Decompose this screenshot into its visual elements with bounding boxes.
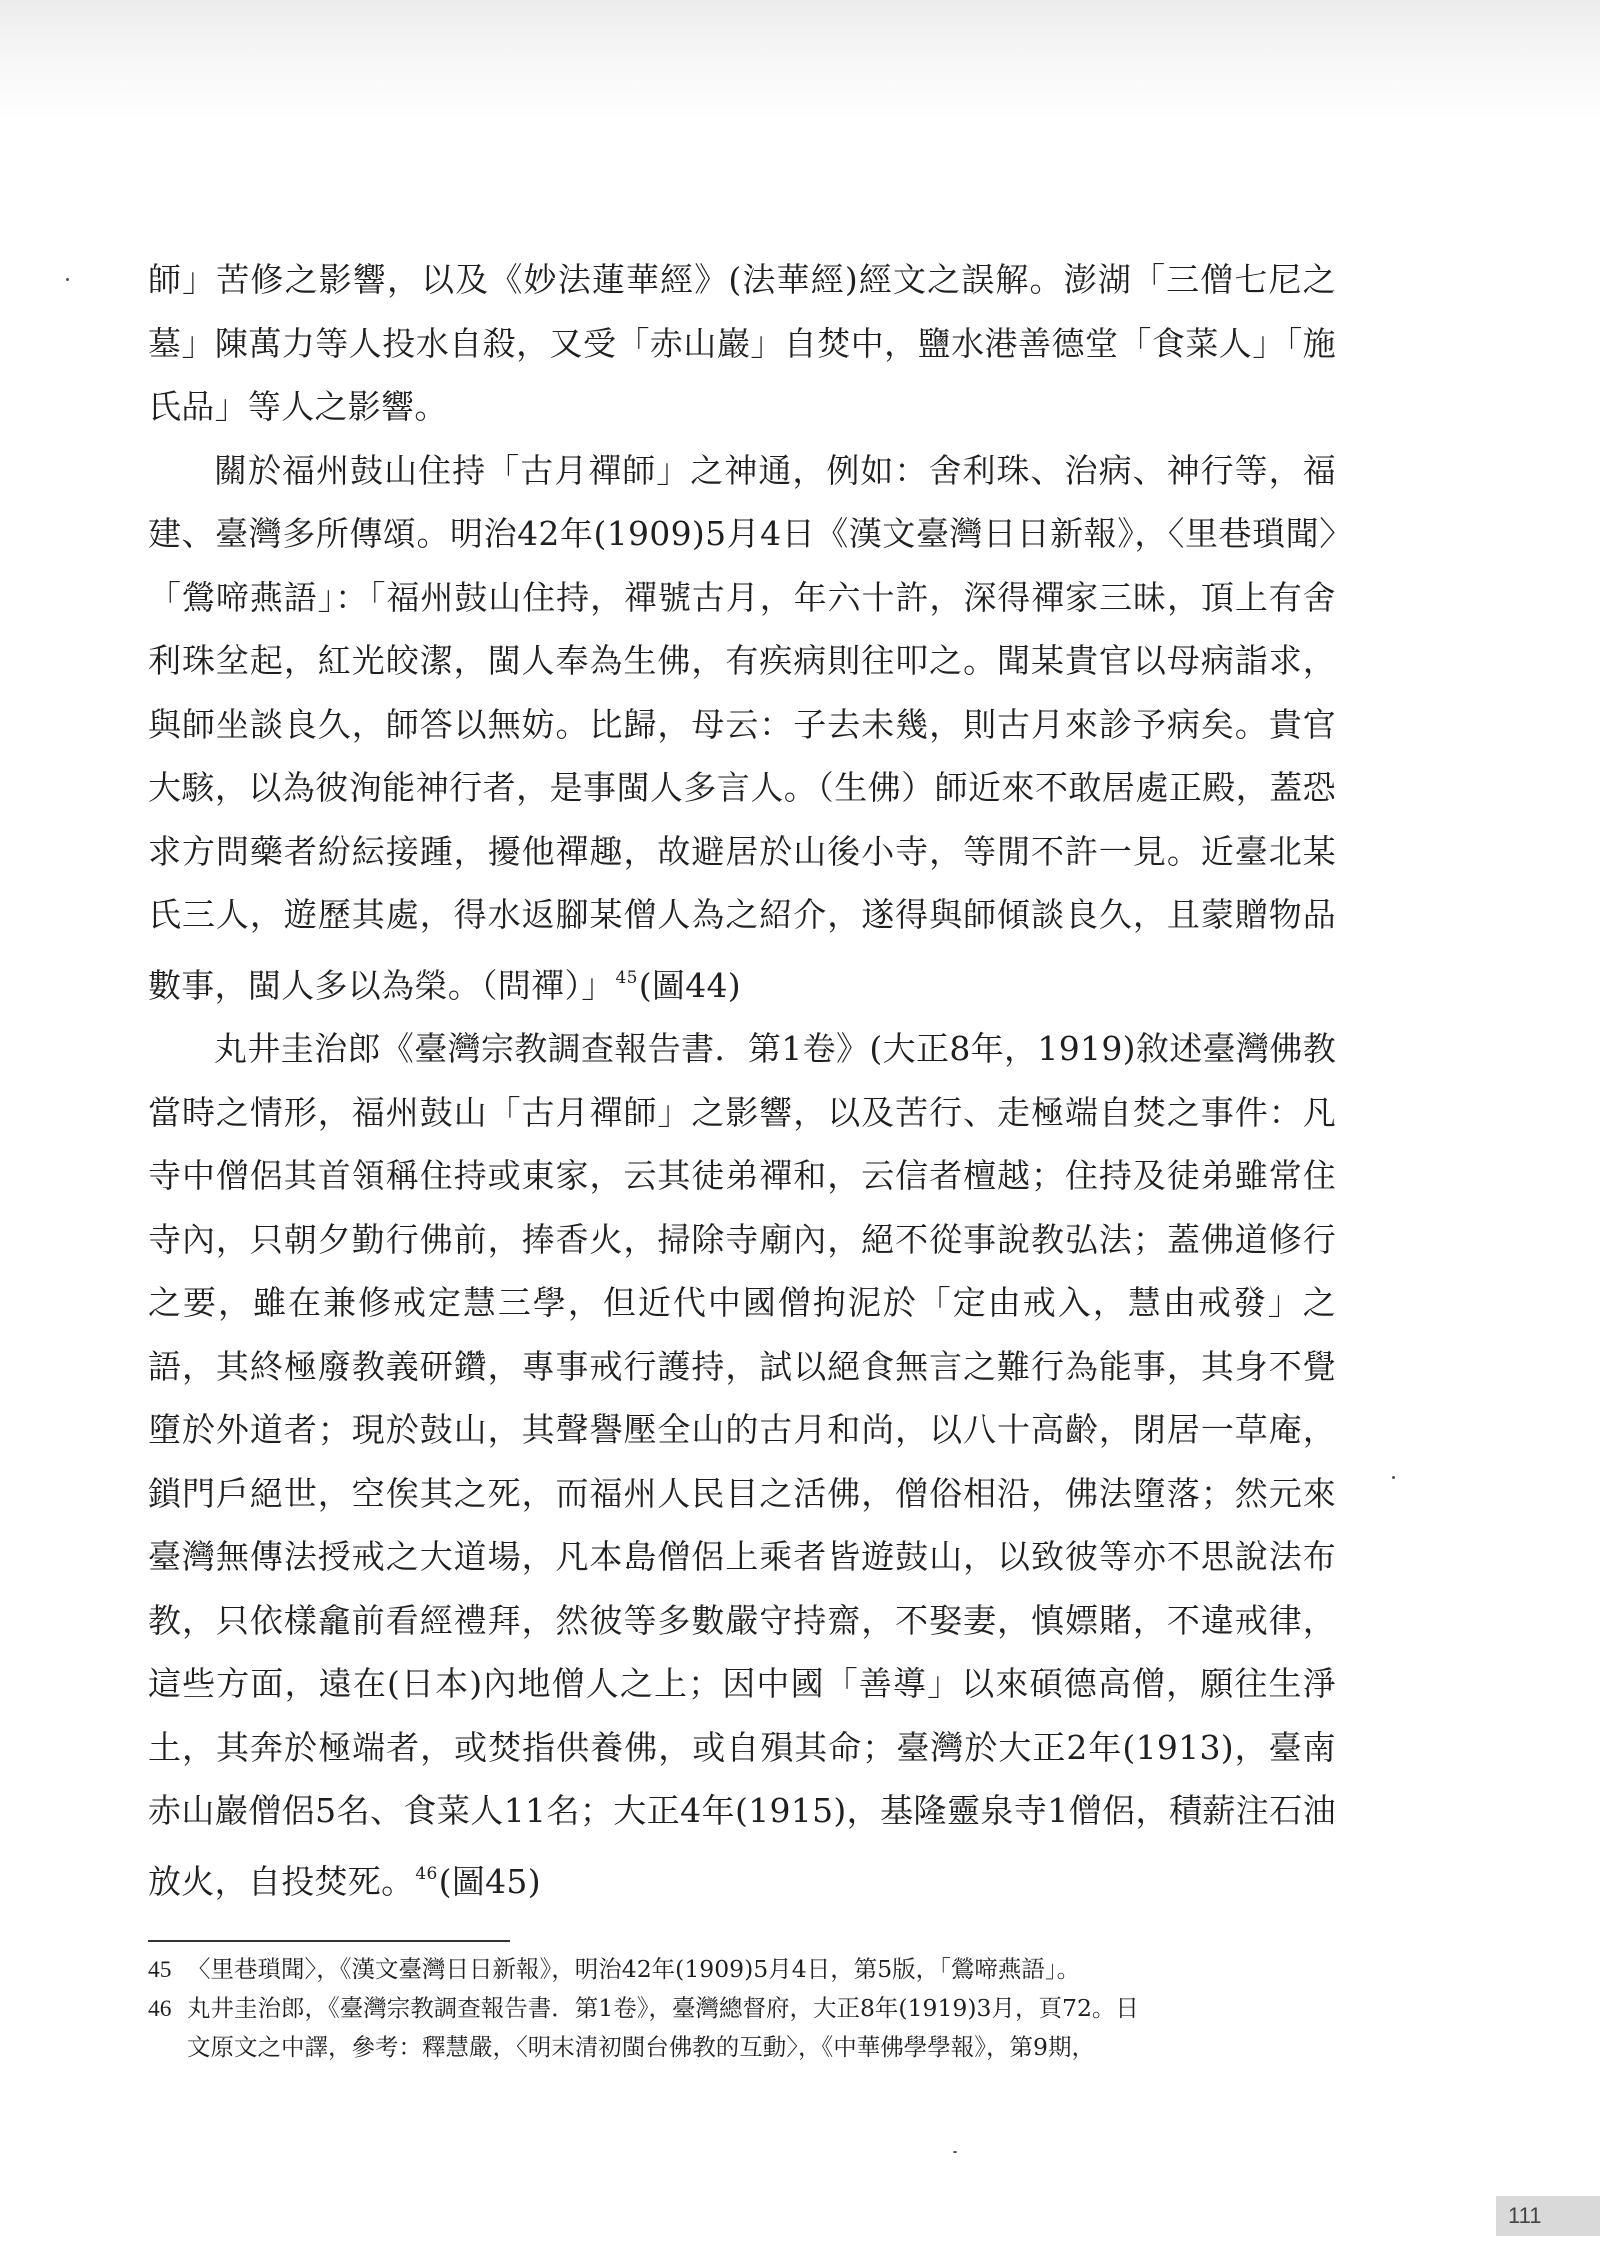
scan-speck — [66, 278, 69, 281]
paragraph-2-text: 關於福州鼓山住持「古月禪師」之神通，例如：舍利珠、治病、神行等，福建、臺灣多所傳頌。明治42年(1909)5月4日《漢文臺灣日日新報》，〈里巷瑣聞〉「鶯啼燕語」：「福州鼓山住持，禪號古月，年六十許，深得禪家三昧，頂上有舍利珠坌起，紅光皎潔，閩人奉為生佛，有疾病則往叩之。聞某貴官以母病詣求，與師坐談良久，師答以無妨。比歸，母云：子去未幾，則古月來診予病矣。貴官大駭，以為彼洵能神行者，是事閩人多言人。（生佛）師近來不敢居處正殿，蓋恐求方問藥者紛紜接踵，擾他禪趣，故避居於山後小寺，等閒不許一見。近臺北某氏三人，遊歷其處，得水返腳某僧人為之紹介，遂得與師傾談良久，且蒙贈物品數事，閩人多以為榮。（問禪）」 — [148, 450, 1336, 1005]
figure-ref-44: (圖44) — [638, 965, 741, 1005]
footnote-45 — [148, 1950, 1348, 1989]
footnote-number: 46 — [148, 1996, 172, 2022]
footnote-text: 文原文之中譯，參考：釋慧嚴，〈明末清初閩台佛教的互動〉，《中華佛學學報》，第9期， — [187, 2033, 1095, 2061]
paragraph-3 — [148, 1017, 1336, 1913]
footnotes — [148, 1950, 1348, 2066]
footnote-46 — [148, 1989, 1348, 2028]
footnote-46-continued — [148, 2028, 1348, 2066]
scan-speck — [953, 2151, 957, 2153]
footnote-text: 丸井圭治郎，《臺灣宗教調查報告書．第1卷》，臺灣總督府，大正8年(1919)3月，頁72。日 — [187, 1994, 1139, 2022]
footnote-text: 〈里巷瑣聞〉，《漢文臺灣日日新報》，明治42年(1909)5月4日，第5版，「鶯啼燕語」。 — [187, 1955, 1081, 1983]
figure-ref-45: (圖45) — [438, 1861, 541, 1901]
scan-speck — [1392, 1476, 1395, 1479]
page-number: 111 — [1496, 2196, 1600, 2236]
paragraph-3-text: 丸井圭治郎《臺灣宗教調查報告書．第1卷》(大正8年，1919)敘述臺灣佛教當時之情形，福州鼓山「古月禪師」之影響，以及苦行、走極端自焚之事件：凡寺中僧侶其首領稱住持或東家，云其徒弟禪和，云信者檀越；住持及徒弟雖常住寺內，只朝夕勤行佛前，捧香火，掃除寺廟內，絕不從事說教弘法；蓋佛道修行之要，雖在兼修戒定慧三學，但近代中國僧拘泥於「定由戒入，慧由戒發」之語，其終極廢教義研鑽，專事戒行護持，試以絕食無言之難行為能事，其身不覺墮於外道者；現於鼓山，其聲譽壓全山的古月和尚，以八十高齡，閉居一草庵，鎖門戶絕世，空俟其之死，而福州人民目之活佛，僧俗相沿，佛法墮落；然元來臺灣無傳法授戒之大道場，凡本島僧侶上乘者皆遊鼓山，以致彼等亦不思說法布教，只依樣龕前看經禮拜，然彼等多數嚴守持齋，不娶妻，慎嫖賭，不違戒律，這些方面，遠在(日本)內地僧人之上；因中國「善導」以來碩德高僧，願往生淨土，其奔於極端者，或焚指供養佛，或自殞其命；臺灣於大正2年(1913)，臺南赤山巖僧侶5名、食菜人11名；大正4年(1915)，基隆靈泉寺1僧侶，積薪注石油放火，自投焚死。 — [148, 1029, 1336, 1901]
scan-shadow — [0, 0, 1600, 120]
paragraph-2 — [148, 439, 1336, 1018]
main-text — [148, 248, 1336, 1913]
paragraph-1 — [148, 248, 1336, 439]
footnote-divider — [148, 1940, 510, 1942]
footnote-ref-45[interactable]: 45 — [615, 967, 638, 988]
footnote-number: 45 — [148, 1957, 172, 1983]
footnote-ref-46[interactable]: 46 — [415, 1863, 438, 1884]
paragraph-1-text: 師」苦修之影響，以及《妙法蓮華經》(法華經)經文之誤解。澎湖「三僧七尼之墓」陳萬力等人投水自殺，又受「赤山巖」自焚中，鹽水港善德堂「食菜人」「施氏品」等人之影響。 — [148, 260, 1336, 426]
